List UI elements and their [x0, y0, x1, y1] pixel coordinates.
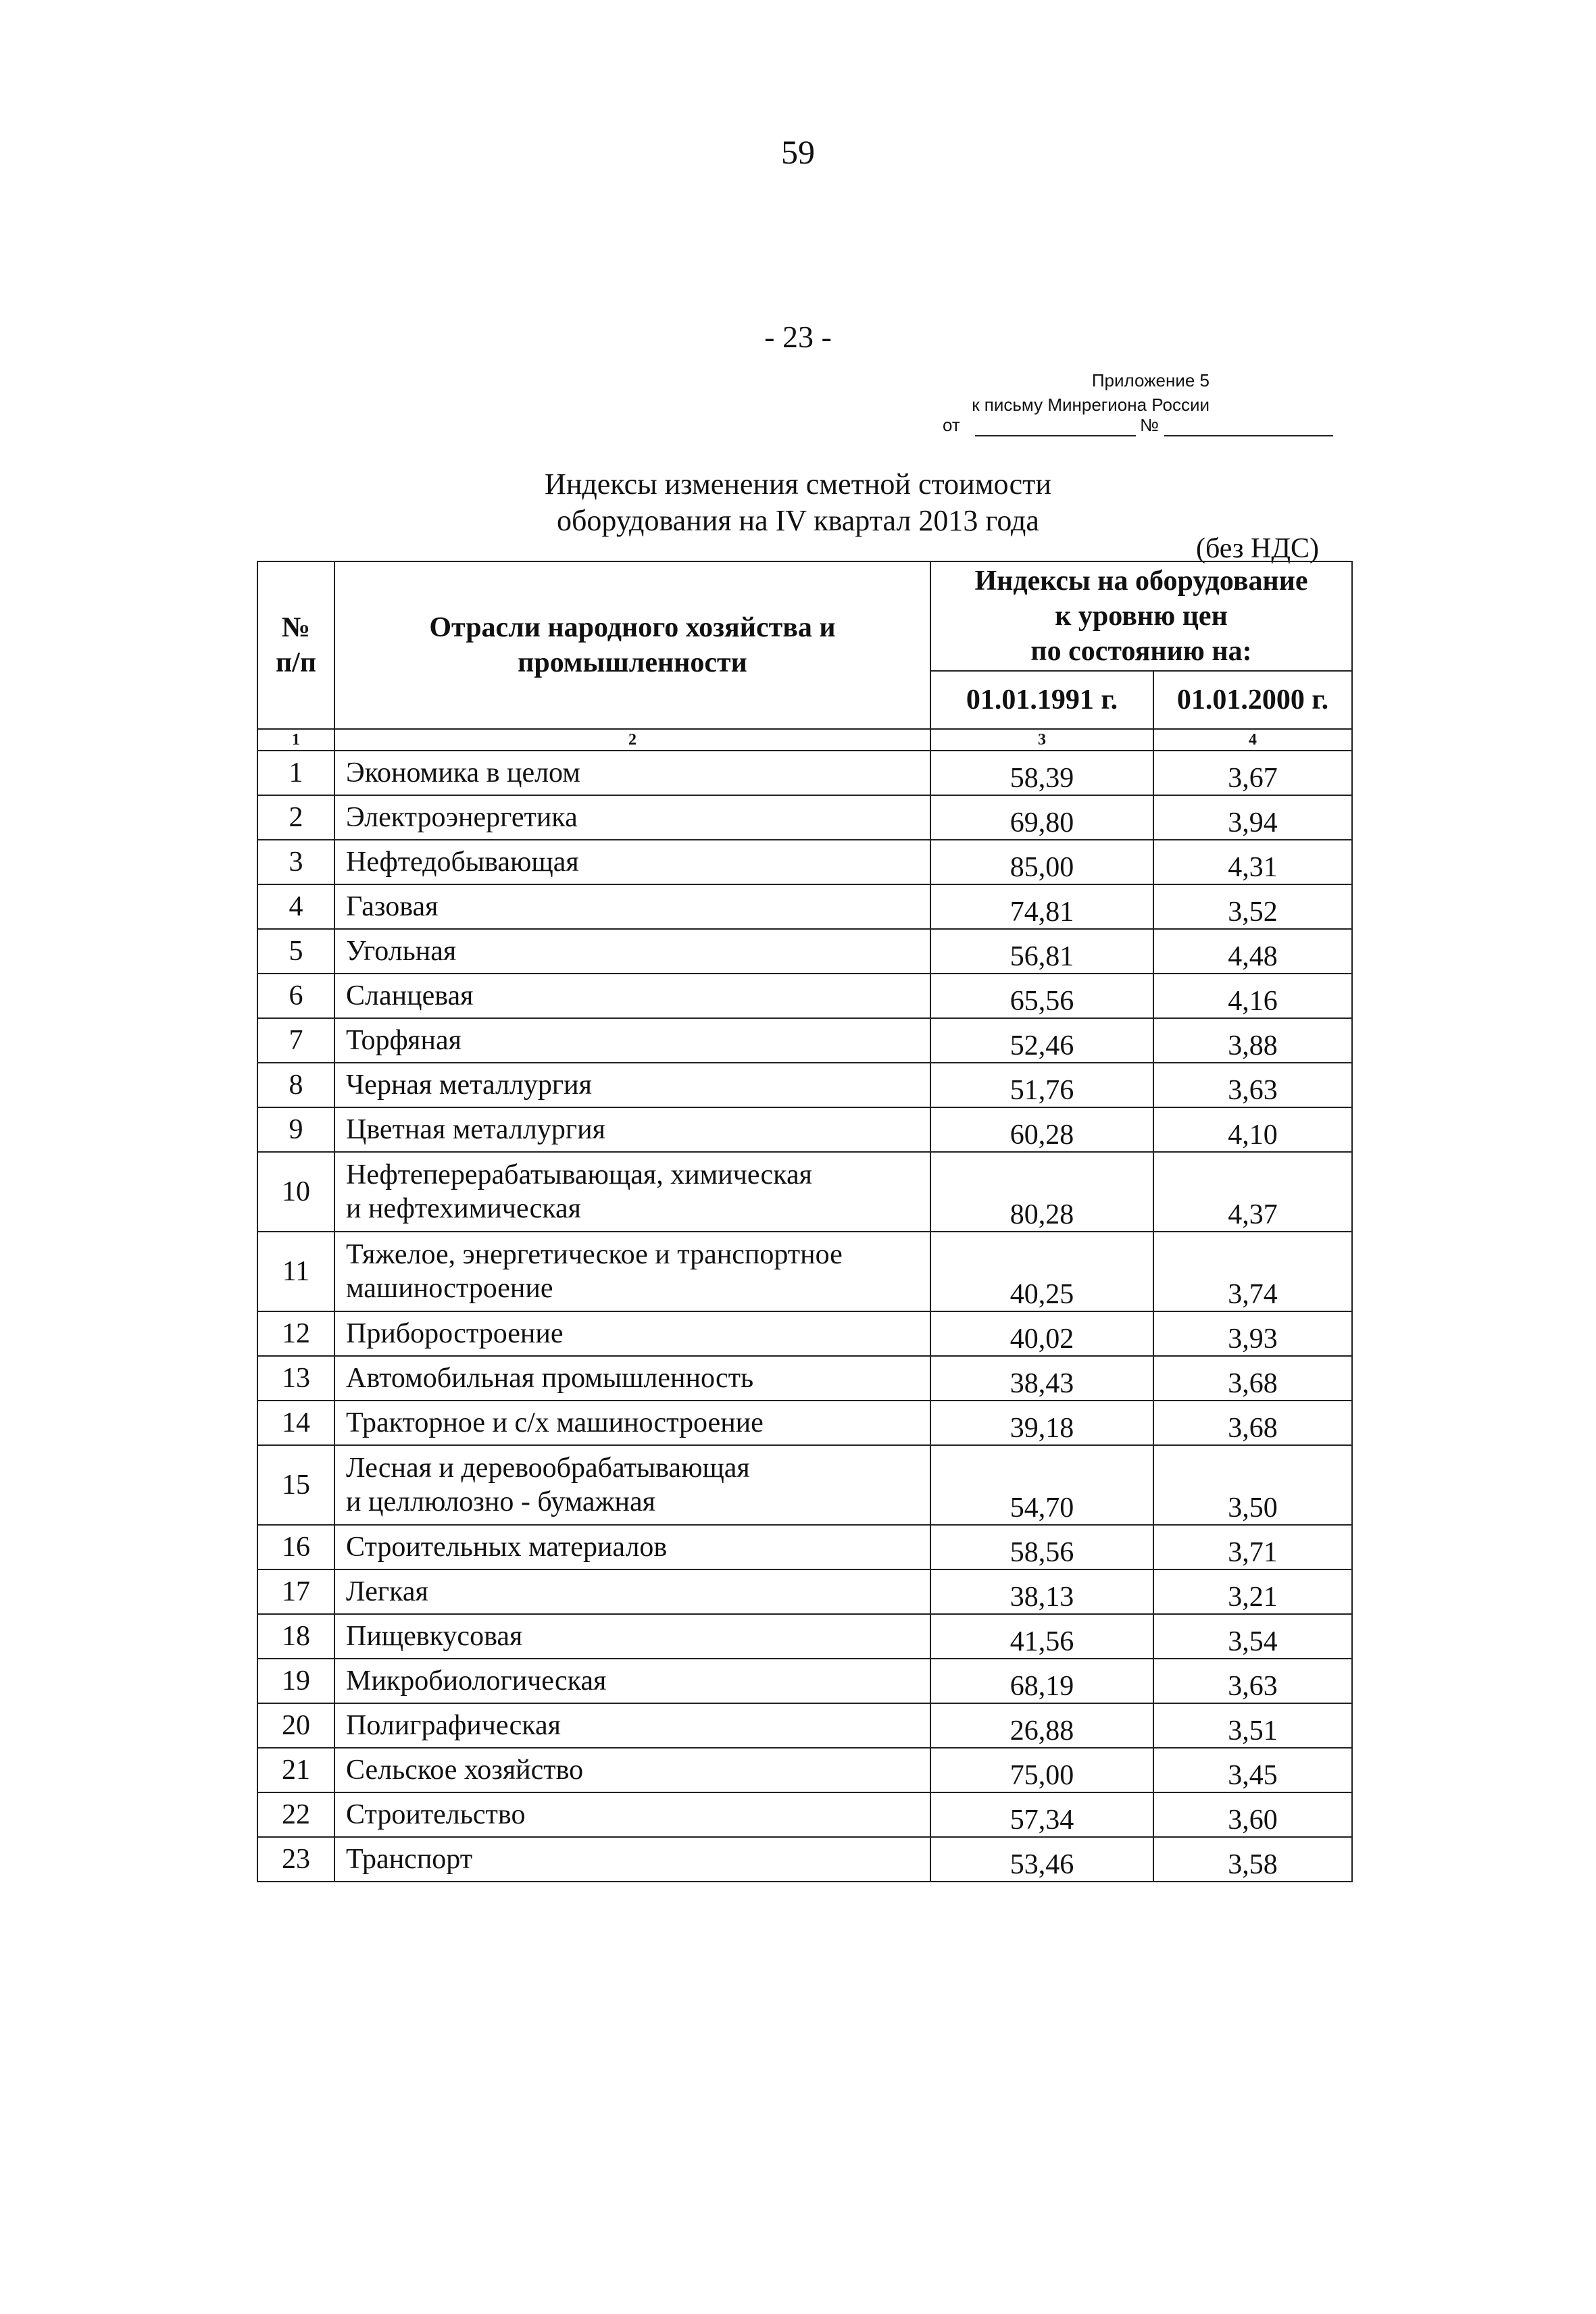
row-branch-name: Микробиологическая — [334, 1659, 930, 1703]
row-number: 9 — [257, 1107, 334, 1152]
row-number: 18 — [257, 1614, 334, 1659]
row-index-2000: 4,10 — [1153, 1107, 1352, 1152]
row-index-2000: 3,63 — [1153, 1659, 1352, 1703]
table-row — [257, 1525, 1352, 1569]
vat-note: (без НДС) — [1195, 533, 1319, 564]
row-index-1991: 38,43 — [930, 1356, 1153, 1401]
row-branch-name: Автомобильная промышленность — [334, 1356, 930, 1401]
col-header-number-line2: п/п — [275, 647, 317, 678]
appendix-block — [972, 368, 1210, 417]
row-index-2000: 3,45 — [1153, 1748, 1352, 1792]
row-index-2000: 3,52 — [1153, 884, 1352, 929]
row-number: 23 — [257, 1837, 334, 1882]
row-index-2000: 3,63 — [1153, 1063, 1352, 1107]
row-index-1991: 69,80 — [930, 795, 1153, 840]
row-branch-name: Торфяная — [334, 1018, 930, 1063]
col-header-number-line1: № — [281, 612, 311, 643]
row-index-1991: 58,39 — [930, 751, 1153, 795]
row-index-1991: 68,19 — [930, 1659, 1153, 1703]
row-index-2000: 3,94 — [1153, 795, 1352, 840]
row-index-2000: 3,71 — [1153, 1525, 1352, 1569]
table-row — [257, 795, 1352, 840]
table-row — [257, 929, 1352, 974]
row-branch-name: Электроэнергетика — [334, 795, 930, 840]
row-index-2000: 3,51 — [1153, 1703, 1352, 1748]
row-number: 10 — [257, 1152, 334, 1232]
index-table — [257, 561, 1353, 1882]
row-index-1991: 75,00 — [930, 1748, 1153, 1792]
table-row — [257, 1703, 1352, 1748]
row-branch-name-line: и нефтехимическая — [346, 1193, 581, 1224]
row-index-2000: 3,68 — [1153, 1356, 1352, 1401]
column-number-row — [257, 729, 1352, 751]
title-line-1: Индексы изменения сметной стоимости — [545, 468, 1051, 501]
document-title — [0, 466, 1596, 539]
row-index-2000: 3,50 — [1153, 1445, 1352, 1525]
row-number: 7 — [257, 1018, 334, 1063]
col-header-index-line1: Индексы на оборудование — [974, 565, 1308, 597]
row-branch-name: Строительных материалов — [334, 1525, 930, 1569]
row-index-1991: 60,28 — [930, 1107, 1153, 1152]
row-number: 8 — [257, 1063, 334, 1107]
column-number: 3 — [930, 729, 1153, 751]
table-row — [257, 1232, 1352, 1311]
col-header-date-1991: 01.01.1991 г. — [930, 671, 1153, 729]
row-number: 15 — [257, 1445, 334, 1525]
table-row — [257, 1018, 1352, 1063]
row-branch-name: Сельское хозяйство — [334, 1748, 930, 1792]
row-index-2000: 3,68 — [1153, 1401, 1352, 1445]
row-number: 14 — [257, 1401, 334, 1445]
row-index-1991: 38,13 — [930, 1569, 1153, 1614]
table-row — [257, 751, 1352, 795]
row-index-1991: 65,56 — [930, 974, 1153, 1018]
title-line-2: оборудования на IV квартал 2013 года — [557, 504, 1039, 537]
table-row — [257, 884, 1352, 929]
row-index-1991: 74,81 — [930, 884, 1153, 929]
row-branch-name: Строительство — [334, 1792, 930, 1837]
row-index-1991: 40,02 — [930, 1311, 1153, 1356]
table-row — [257, 1107, 1352, 1152]
row-index-2000: 3,67 — [1153, 751, 1352, 795]
row-index-1991: 80,28 — [930, 1152, 1153, 1232]
table-row — [257, 1445, 1352, 1525]
row-branch-name-line: Тяжелое, энергетическое и транспортное — [346, 1239, 843, 1270]
page-number: 59 — [781, 133, 815, 171]
table-row — [257, 1614, 1352, 1659]
column-number: 2 — [334, 729, 930, 751]
row-number: 13 — [257, 1356, 334, 1401]
row-branch-name: Цветная металлургия — [334, 1107, 930, 1152]
row-branch-name: Угольная — [334, 929, 930, 974]
table-row — [257, 1569, 1352, 1614]
col-header-index-line3: по состоянию на: — [1030, 636, 1252, 667]
row-index-2000: 4,37 — [1153, 1152, 1352, 1232]
letter-number-label: № — [1140, 415, 1159, 435]
appendix-line-1: Приложение 5 — [1091, 370, 1210, 391]
col-header-branch-line1: Отрасли народного хозяйства и — [429, 612, 836, 643]
row-branch-name — [334, 1445, 930, 1525]
row-index-1991: 57,34 — [930, 1792, 1153, 1837]
row-branch-name: Черная металлургия — [334, 1063, 930, 1107]
row-index-1991: 41,56 — [930, 1614, 1153, 1659]
row-index-2000: 4,31 — [1153, 840, 1352, 884]
row-number: 20 — [257, 1703, 334, 1748]
row-branch-name: Приборостроение — [334, 1311, 930, 1356]
row-branch-name — [334, 1232, 930, 1311]
column-number: 4 — [1153, 729, 1352, 751]
row-number: 2 — [257, 795, 334, 840]
header-row — [257, 561, 1352, 671]
row-branch-name — [334, 1152, 930, 1232]
row-index-2000: 3,88 — [1153, 1018, 1352, 1063]
row-branch-name: Газовая — [334, 884, 930, 929]
table-row — [257, 1792, 1352, 1837]
row-index-1991: 52,46 — [930, 1018, 1153, 1063]
column-number: 1 — [257, 729, 334, 751]
row-index-1991: 40,25 — [930, 1232, 1153, 1311]
row-number: 3 — [257, 840, 334, 884]
row-index-1991: 85,00 — [930, 840, 1153, 884]
row-index-1991: 58,56 — [930, 1525, 1153, 1569]
row-index-2000: 4,16 — [1153, 974, 1352, 1018]
row-number: 17 — [257, 1569, 334, 1614]
sub-page-number: - 23 - — [764, 320, 832, 354]
appendix-line-2: к письму Минрегиона России — [972, 395, 1210, 415]
col-header-branch-line2: промышленности — [518, 647, 747, 678]
row-index-2000: 4,48 — [1153, 929, 1352, 974]
row-branch-name: Нефтедобывающая — [334, 840, 930, 884]
col-header-date-2000: 01.01.2000 г. — [1153, 671, 1352, 729]
table-row — [257, 1356, 1352, 1401]
row-index-1991: 26,88 — [930, 1703, 1153, 1748]
table-row — [257, 1311, 1352, 1356]
row-index-2000: 3,54 — [1153, 1614, 1352, 1659]
row-branch-name: Полиграфическая — [334, 1703, 930, 1748]
letter-date-blank — [975, 435, 1136, 436]
letter-number-blank — [1164, 435, 1333, 436]
row-branch-name: Пищевкусовая — [334, 1614, 930, 1659]
row-branch-name-line: Нефтеперерабатывающая, химическая — [346, 1159, 812, 1190]
row-branch-name-line: машиностроение — [346, 1273, 553, 1304]
row-branch-name-line: и целлюлозно - бумажная — [346, 1486, 655, 1517]
col-header-index — [930, 561, 1352, 671]
row-index-2000: 3,74 — [1153, 1232, 1352, 1311]
row-index-1991: 51,76 — [930, 1063, 1153, 1107]
col-header-number — [257, 561, 334, 729]
row-branch-name: Легкая — [334, 1569, 930, 1614]
row-index-1991: 54,70 — [930, 1445, 1153, 1525]
col-header-index-line2: к уровню цен — [1055, 601, 1228, 632]
row-number: 21 — [257, 1748, 334, 1792]
row-number: 11 — [257, 1232, 334, 1311]
row-number: 5 — [257, 929, 334, 974]
table-row — [257, 974, 1352, 1018]
row-branch-name: Транспорт — [334, 1837, 930, 1882]
row-index-2000: 3,60 — [1153, 1792, 1352, 1837]
row-index-1991: 56,81 — [930, 929, 1153, 974]
row-branch-name: Сланцевая — [334, 974, 930, 1018]
row-index-1991: 39,18 — [930, 1401, 1153, 1445]
table-row — [257, 840, 1352, 884]
row-index-2000: 3,93 — [1153, 1311, 1352, 1356]
row-index-2000: 3,21 — [1153, 1569, 1352, 1614]
table-row — [257, 1401, 1352, 1445]
row-number: 6 — [257, 974, 334, 1018]
row-index-2000: 3,58 — [1153, 1837, 1352, 1882]
row-number: 1 — [257, 751, 334, 795]
row-number: 19 — [257, 1659, 334, 1703]
row-branch-name: Тракторное и с/х машиностроение — [334, 1401, 930, 1445]
letter-reference — [943, 415, 1335, 442]
row-branch-name-line: Лесная и деревообрабатывающая — [346, 1453, 750, 1484]
row-number: 22 — [257, 1792, 334, 1837]
letter-from-label: от — [943, 415, 960, 435]
row-index-1991: 53,46 — [930, 1837, 1153, 1882]
col-header-branch — [334, 561, 930, 729]
table-row — [257, 1837, 1352, 1882]
table-row — [257, 1659, 1352, 1703]
row-number: 16 — [257, 1525, 334, 1569]
row-branch-name: Экономика в целом — [334, 751, 930, 795]
table-row — [257, 1152, 1352, 1232]
table-row — [257, 1063, 1352, 1107]
row-number: 12 — [257, 1311, 334, 1356]
row-number: 4 — [257, 884, 334, 929]
table-row — [257, 1748, 1352, 1792]
